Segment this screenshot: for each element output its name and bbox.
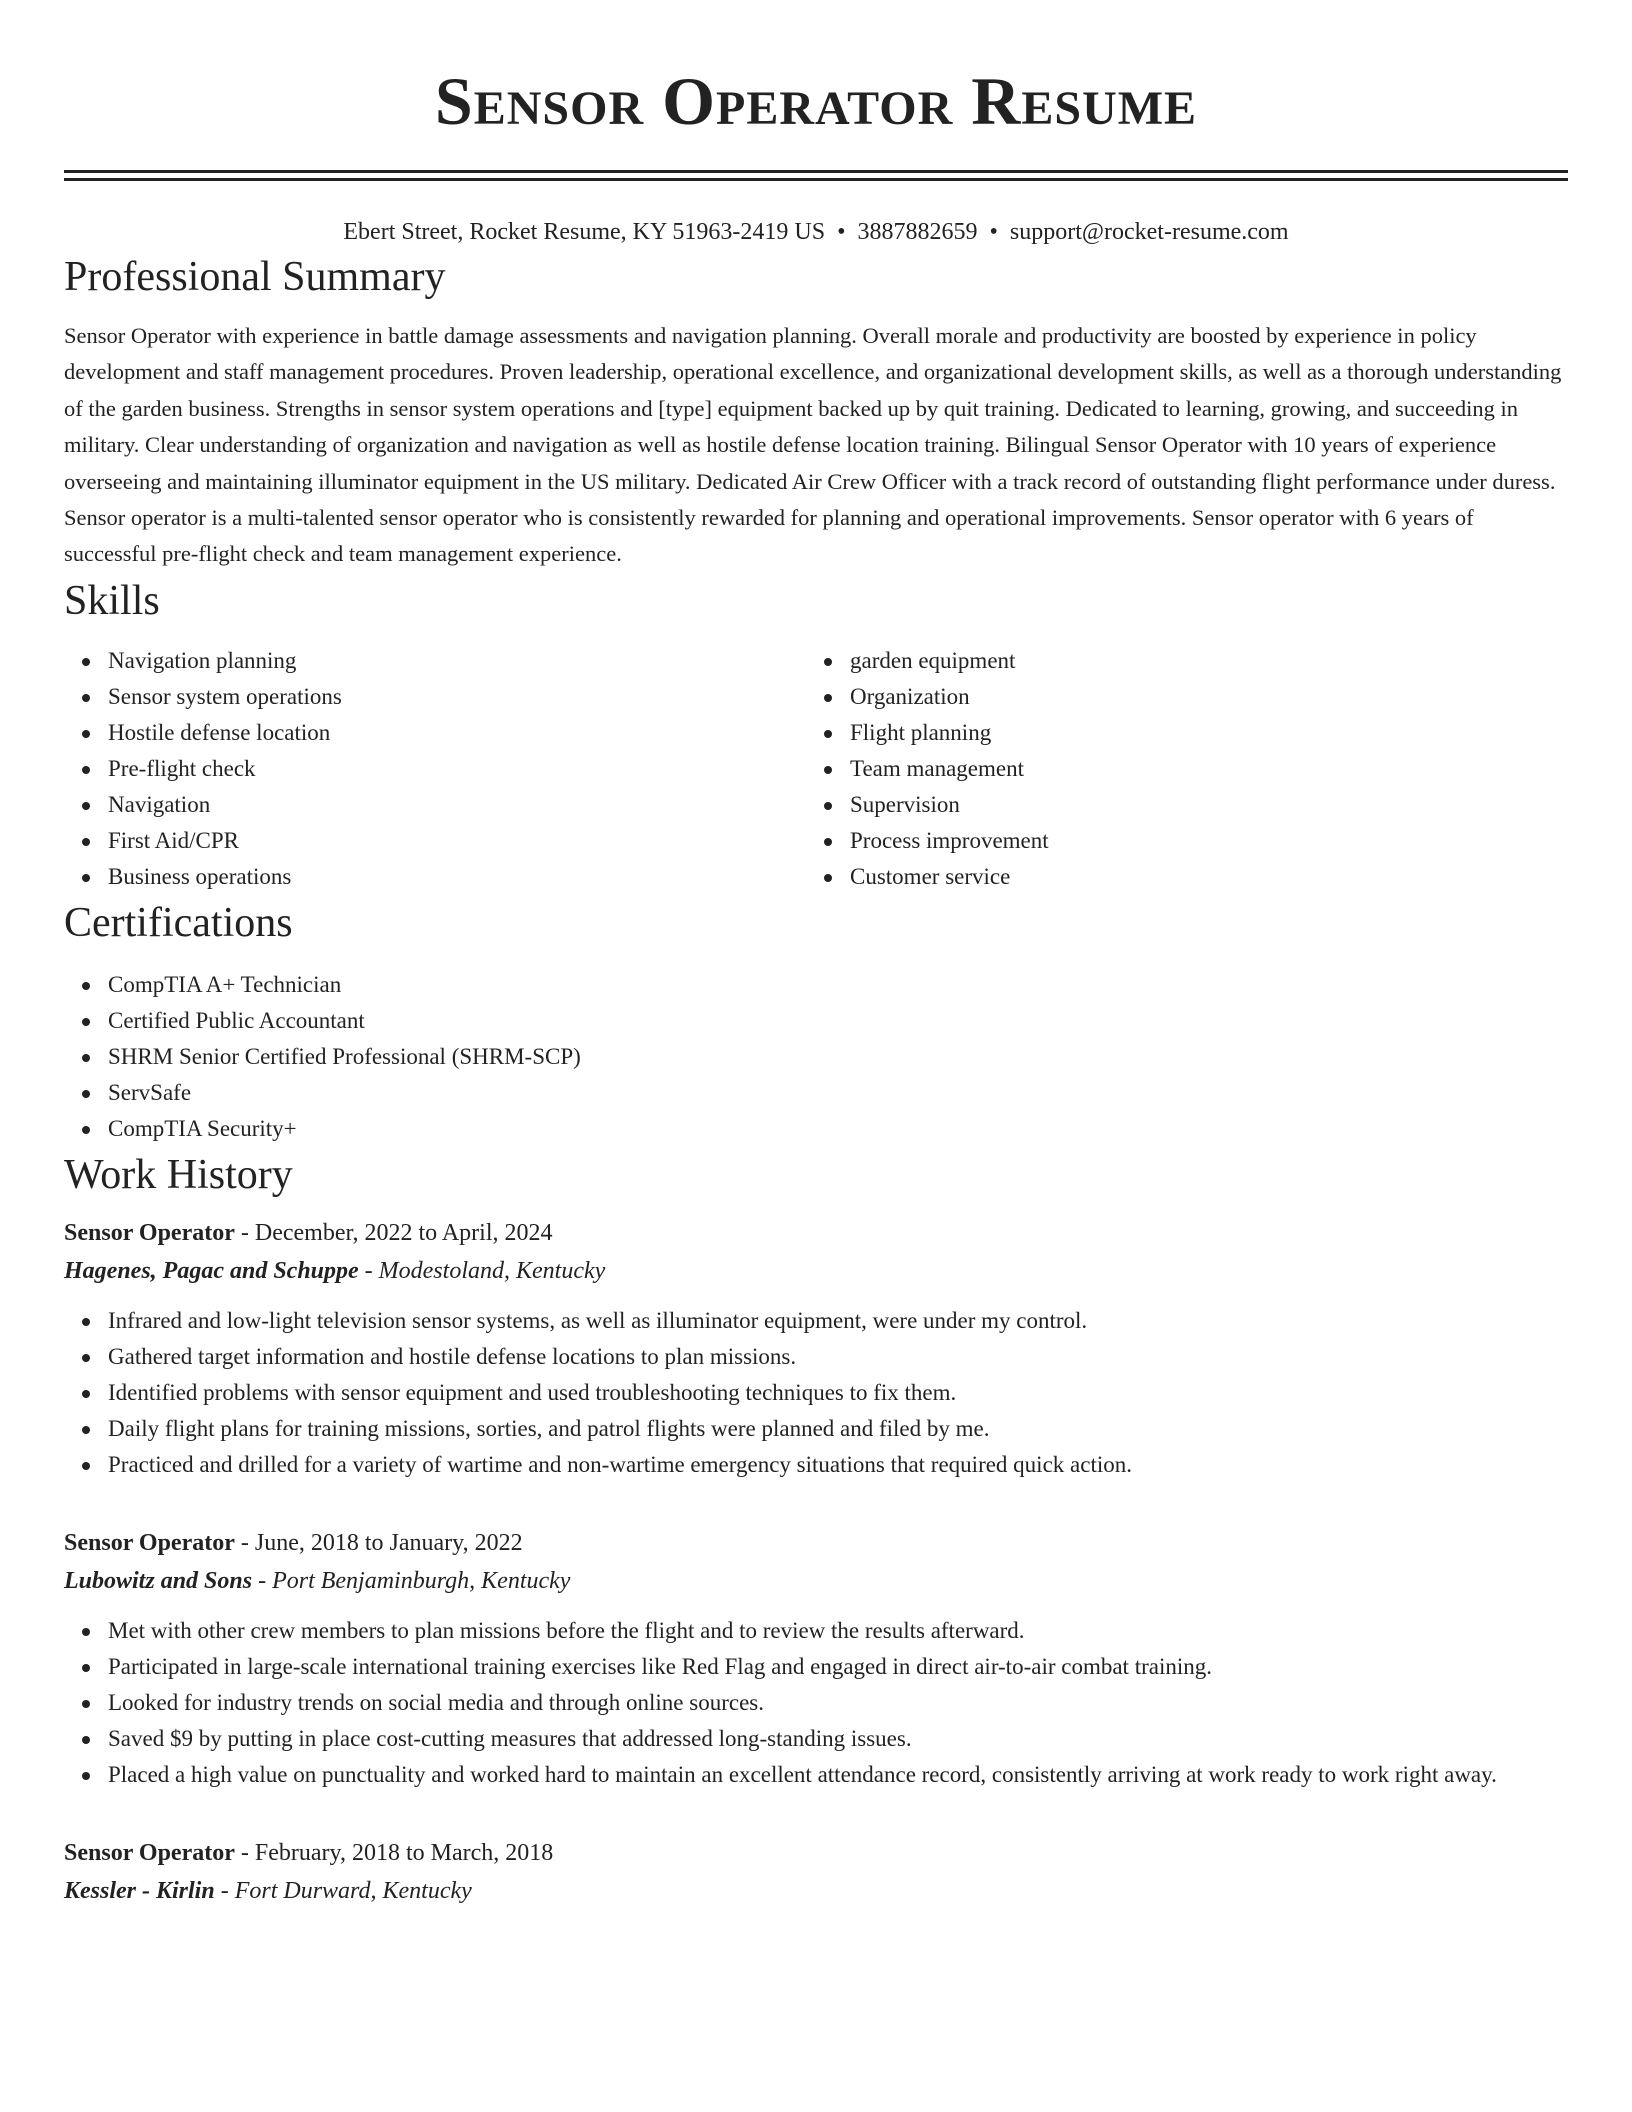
certification-item: CompTIA A+ Technician — [108, 967, 1568, 1003]
header-divider — [64, 170, 1568, 181]
job-bullets — [64, 1303, 1568, 1483]
job-bullet: Daily flight plans for training missions, sorties, and patrol flights were planned and filed by me. — [108, 1411, 1568, 1447]
contact-email: support@rocket-resume.com — [1009, 219, 1289, 245]
summary-text: Sensor Operator with experience in battle damage assessments and navigation planning. Overall morale and productivity are boosted by experience in policy development and staff management procedures. Proven leadership, operational excellence, and organizational development skills, as well as a thorough understanding of the garden business. Strengths in sensor system operations and [type] equipment backed up by quit training. Dedicated to learning, growing, and succeeding in military. Clear understanding of organization and navigation as well as hostile defense location training. Bilingual Sensor Operator with 10 years of experience overseeing and maintaining illuminator equipment in the US military. Dedicated Air Crew Officer with a track record of outstanding flight performance under duress. Sensor operator is a multi-talented sensor operator who is consistently rewarded for planning and operational improvements. Sensor operator with 6 years of successful pre-flight check and team management experience. — [64, 323, 1562, 567]
contact-address: Ebert Street, Rocket Resume, KY 51963-2419 US — [343, 219, 826, 245]
job-bullet: Met with other crew members to plan missions before the flight and to review the results afterward. — [108, 1613, 1568, 1649]
skill-item: Process improvement — [850, 823, 1548, 859]
job-location: - Port Benjaminburgh, Kentucky — [252, 1567, 571, 1594]
skill-item: Team management — [850, 751, 1548, 787]
job-company: Kessler - Kirlin — [64, 1877, 215, 1904]
skill-item: garden equipment — [850, 643, 1548, 679]
job-entry — [64, 1523, 1568, 1793]
certification-item: ServSafe — [108, 1075, 1568, 1111]
job-bullet: Identified problems with sensor equipment and used troubleshooting techniques to fix them. — [108, 1375, 1568, 1411]
job-bullet: Infrared and low-light television sensor systems, as well as illuminator equipment, were under my control. — [108, 1303, 1568, 1339]
job-dates: - February, 2018 to March, 2018 — [234, 1839, 554, 1866]
job-bullet: Looked for industry trends on social media and through online sources. — [108, 1685, 1568, 1721]
job-company: Hagenes, Pagac and Schuppe — [64, 1257, 359, 1284]
contact-separator: • — [837, 219, 846, 245]
job-company-line — [64, 1253, 1568, 1289]
certification-item: SHRM Senior Certified Professional (SHRM-SCP) — [108, 1039, 1568, 1075]
job-company: Lubowitz and Sons — [64, 1567, 253, 1594]
job-location: - Modestoland, Kentucky — [358, 1257, 606, 1284]
job-title-line — [64, 1523, 1568, 1563]
job-entry — [64, 1833, 1568, 1909]
skills-heading: Skills — [64, 577, 160, 624]
job-company-line — [64, 1563, 1568, 1599]
job-dates: - June, 2018 to January, 2022 — [234, 1529, 523, 1556]
skill-item: Business operations — [108, 859, 806, 895]
job-entry — [64, 1213, 1568, 1483]
work-history-heading: Work History — [64, 1151, 293, 1198]
job-title-line — [64, 1833, 1568, 1873]
skill-item: First Aid/CPR — [108, 823, 806, 859]
job-bullets — [64, 1613, 1568, 1793]
certification-item: CompTIA Security+ — [108, 1111, 1568, 1147]
contact-separator: • — [989, 219, 998, 245]
job-location: - Fort Durward, Kentucky — [214, 1877, 472, 1904]
certifications-heading: Certifications — [64, 899, 293, 946]
skills-column-right — [806, 643, 1548, 895]
skill-item: Flight planning — [850, 715, 1548, 751]
skills-list-right — [806, 643, 1548, 895]
certification-item: Certified Public Accountant — [108, 1003, 1568, 1039]
job-bullet: Saved $9 by putting in place cost-cutting measures that addressed long-standing issues. — [108, 1721, 1568, 1757]
job-bullet: Placed a high value on punctuality and worked hard to maintain an excellent attendance record, consistently arriving at work ready to work right away. — [108, 1757, 1568, 1793]
job-title-line — [64, 1213, 1568, 1253]
skill-item: Supervision — [850, 787, 1548, 823]
job-title: Sensor Operator — [64, 1529, 235, 1556]
skill-item: Navigation — [108, 787, 806, 823]
skills-column-left — [64, 643, 806, 895]
job-title: Sensor Operator — [64, 1219, 235, 1246]
job-bullet: Practiced and drilled for a variety of wartime and non-wartime emergency situations that required quick action. — [108, 1447, 1568, 1483]
certifications-list — [64, 967, 1568, 1147]
contact-phone: 3887882659 — [857, 219, 978, 245]
resume-title: Sensor Operator Resume — [434, 63, 1198, 139]
skills-list-left — [64, 643, 806, 895]
job-bullet: Gathered target information and hostile defense locations to plan missions. — [108, 1339, 1568, 1375]
skill-item: Pre-flight check — [108, 751, 806, 787]
skill-item: Hostile defense location — [108, 715, 806, 751]
summary-heading: Professional Summary — [64, 254, 446, 300]
job-title: Sensor Operator — [64, 1839, 235, 1866]
skill-item: Customer service — [850, 859, 1548, 895]
job-bullet: Participated in large-scale international training exercises like Red Flag and engaged in direct air-to-air combat training. — [108, 1649, 1568, 1685]
job-company-line — [64, 1873, 1568, 1909]
job-dates: - December, 2022 to April, 2024 — [234, 1219, 553, 1246]
skill-item: Sensor system operations — [108, 679, 806, 715]
skill-item: Navigation planning — [108, 643, 806, 679]
contact-line — [64, 215, 1568, 249]
skill-item: Organization — [850, 679, 1548, 715]
skills-grid — [64, 643, 1568, 895]
